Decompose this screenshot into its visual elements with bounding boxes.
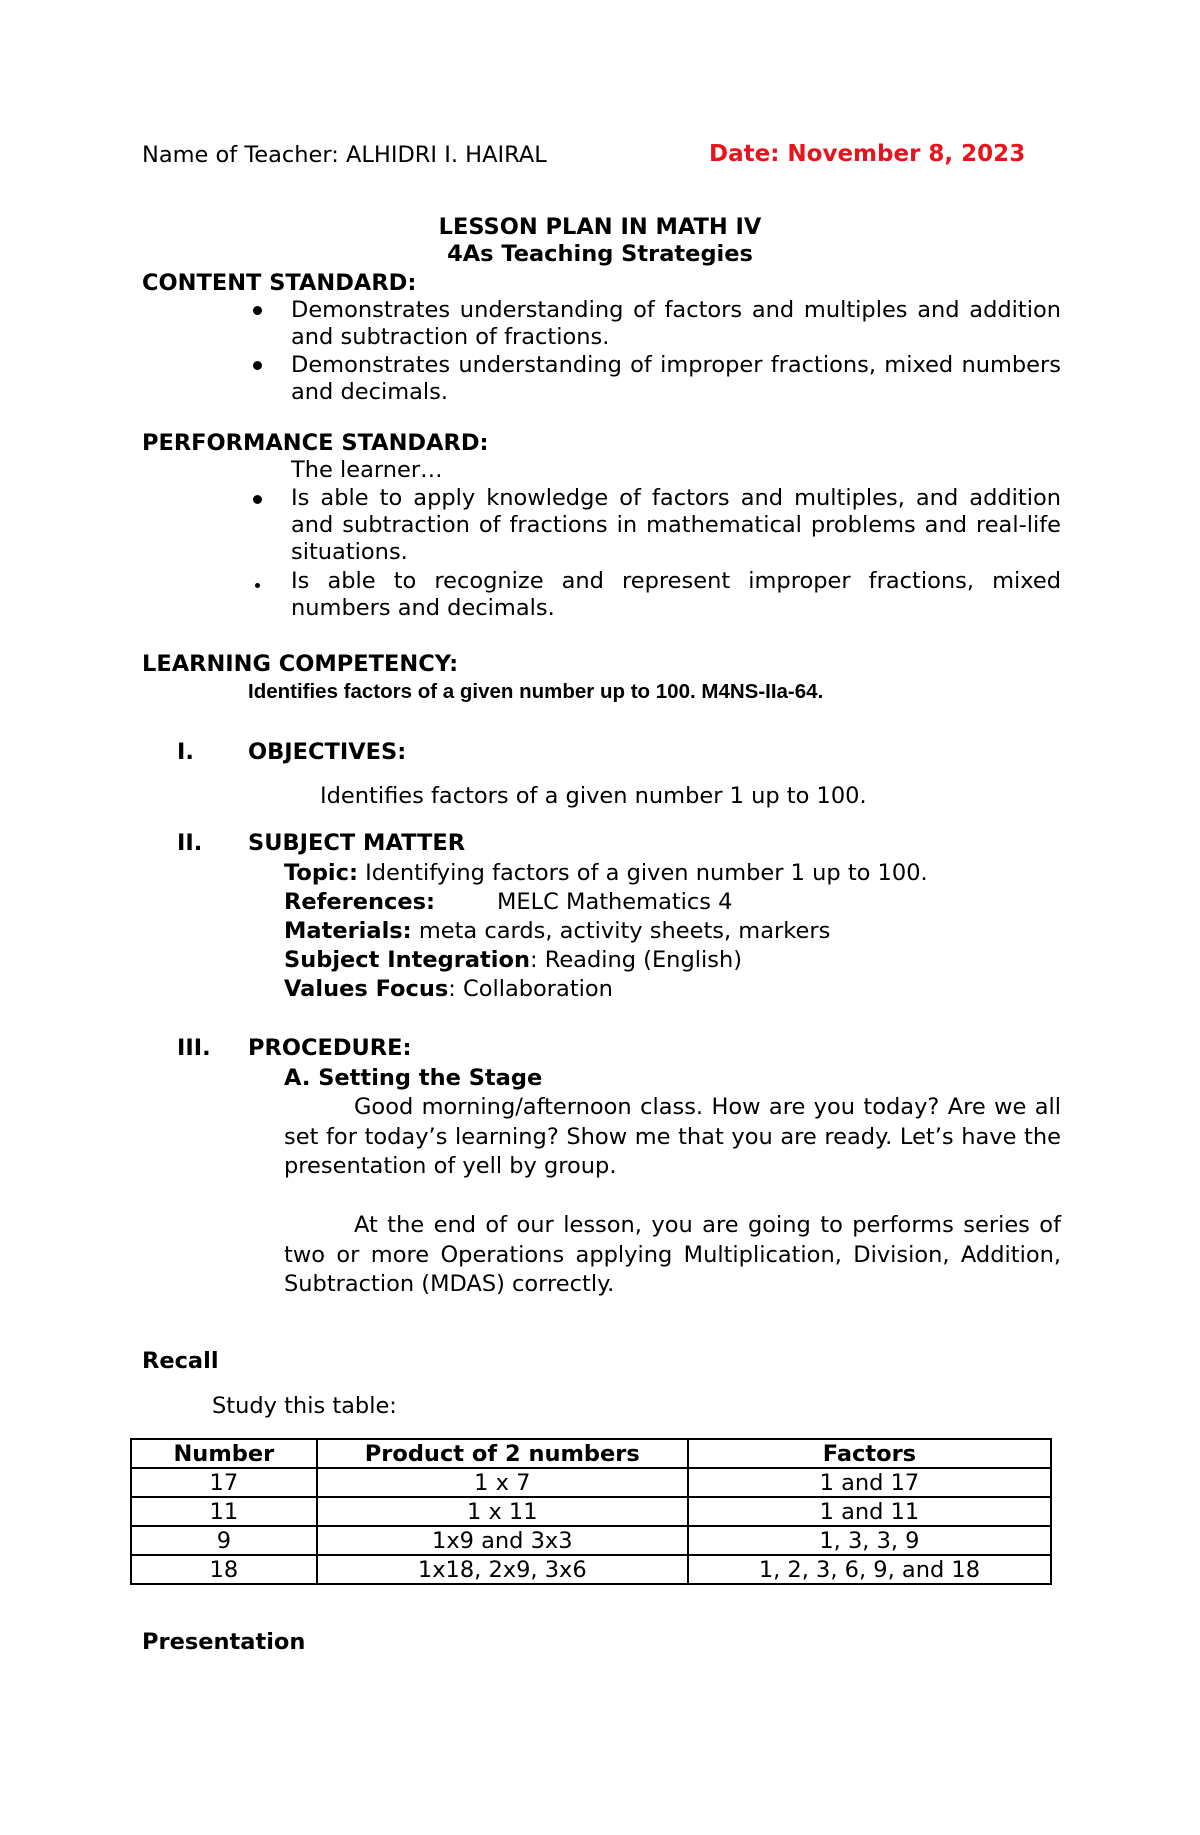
topic-line (284, 860, 928, 886)
topic-value: Identifying factors of a given number 1 up to 100. (357, 860, 928, 886)
table-cell: 1 x 7 (317, 1468, 688, 1497)
column-header: Factors (688, 1439, 1051, 1468)
table-header-row (131, 1439, 1051, 1468)
table-cell: 17 (131, 1468, 317, 1497)
topic-label: Topic: (284, 860, 358, 886)
lesson-subtitle: 4As Teaching Strategies (447, 241, 753, 267)
bullet-icon (253, 361, 262, 370)
table-cell: 1 x 11 (317, 1497, 688, 1526)
objectives-numeral: I. (177, 739, 194, 765)
table-cell: 1, 2, 3, 6, 9, and 18 (688, 1555, 1051, 1584)
table-cell: 18 (131, 1555, 317, 1584)
performance-standard-item: Is able to apply knowledge of factors and multiples, and addition and subtraction of fractions in mathematical problems and real-life situations. (291, 485, 1061, 565)
materials-label: Materials: (284, 918, 412, 944)
bullet-icon (253, 495, 262, 504)
procedure-heading: PROCEDURE: (248, 1035, 412, 1061)
values-label: Values Focus (284, 976, 449, 1002)
table-cell: 1, 3, 3, 9 (688, 1526, 1051, 1555)
column-header: Product of 2 numbers (317, 1439, 688, 1468)
learning-competency-heading: LEARNING COMPETENCY: (142, 651, 459, 677)
table-cell: 1 and 17 (688, 1468, 1051, 1497)
performance-standard-item: Is able to recognize and represent improper fractions, mixed numbers and decimals. (291, 568, 1061, 621)
subject-matter-heading: SUBJECT MATTER (248, 830, 466, 856)
bullet-icon (255, 583, 260, 588)
table-row (131, 1468, 1051, 1497)
values-value: : Collaboration (448, 976, 613, 1002)
subject-matter-numeral: II. (177, 830, 203, 856)
references-value: MELC Mathematics 4 (497, 889, 733, 915)
setting-stage-heading: A. Setting the Stage (284, 1065, 543, 1091)
teacher-name: Name of Teacher: ALHIDRI I. HAIRAL (142, 142, 547, 168)
table-cell: 11 (131, 1497, 317, 1526)
integration-line (284, 947, 742, 973)
materials-value: meta cards, activity sheets, markers (411, 918, 831, 944)
references-label: References: (284, 889, 435, 915)
content-standard-item: Demonstrates understanding of improper fractions, mixed numbers and decimals. (291, 352, 1061, 405)
column-header: Number (131, 1439, 317, 1468)
presentation-heading: Presentation (142, 1629, 306, 1655)
performance-standard-intro: The learner… (291, 457, 443, 483)
materials-line (284, 918, 830, 944)
procedure-paragraph: At the end of our lesson, you are going to performs series of two or more Operations applying Multiplication, Division, Addition, Subtraction (MDAS) correctly. (284, 1212, 1061, 1297)
content-standard-heading: CONTENT STANDARD: (142, 270, 417, 296)
objectives-text: Identifies factors of a given number 1 up to 100. (320, 783, 867, 809)
recall-table (130, 1438, 1052, 1585)
integration-label: Subject Integration (284, 947, 530, 973)
bullet-icon (253, 306, 262, 315)
lesson-title: LESSON PLAN IN MATH IV (438, 214, 762, 240)
table-cell: 1x18, 2x9, 3x6 (317, 1555, 688, 1584)
table-cell: 1 and 11 (688, 1497, 1051, 1526)
table-row (131, 1555, 1051, 1584)
recall-instruction: Study this table: (212, 1393, 397, 1419)
table-cell: 1x9 and 3x3 (317, 1526, 688, 1555)
table-row (131, 1526, 1051, 1555)
table-cell: 9 (131, 1526, 317, 1555)
procedure-paragraph: Good morning/afternoon class. How are you today? Are we all set for today’s learning? Show me that you are ready. Let’s have the presentation of yell by group. (284, 1094, 1061, 1179)
objectives-heading: OBJECTIVES: (248, 739, 407, 765)
table-row (131, 1497, 1051, 1526)
integration-value: : Reading (English) (529, 947, 742, 973)
performance-standard-heading: PERFORMANCE STANDARD: (142, 430, 489, 456)
content-standard-item: Demonstrates understanding of factors and multiples and addition and subtraction of fractions. (291, 297, 1061, 350)
procedure-numeral: III. (177, 1035, 211, 1061)
recall-heading: Recall (142, 1348, 219, 1374)
lesson-date: Date: November 8, 2023 (709, 141, 1026, 167)
learning-competency-text: Identifies factors of a given number up to 100. M4NS-IIa-64. (248, 680, 824, 703)
values-line (284, 976, 613, 1002)
